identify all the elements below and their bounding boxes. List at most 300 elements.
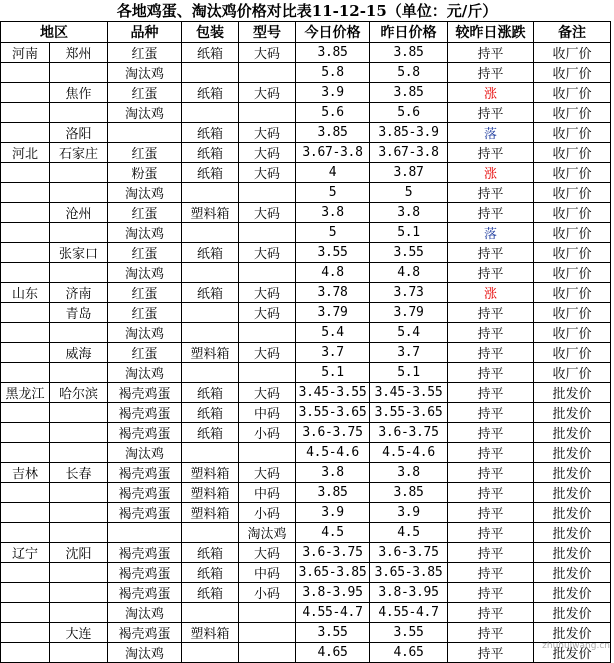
size-cell: 中码 bbox=[239, 403, 296, 423]
today-price-cell: 5 bbox=[296, 223, 370, 243]
yesterday-price-cell: 5 bbox=[370, 183, 448, 203]
yesterday-price-cell: 3.8 bbox=[370, 463, 448, 483]
size-cell: 大码 bbox=[239, 283, 296, 303]
table-row bbox=[1, 323, 611, 343]
table-row bbox=[1, 83, 611, 103]
size-cell: 小码 bbox=[239, 503, 296, 523]
size-cell: 小码 bbox=[239, 423, 296, 443]
note-cell: 收厂价 bbox=[534, 363, 611, 383]
header-note: 备注 bbox=[534, 22, 611, 43]
table-row bbox=[1, 203, 611, 223]
province-cell bbox=[1, 363, 50, 383]
size-cell: 大码 bbox=[239, 163, 296, 183]
watermark: zhuhuiwang.cn bbox=[542, 641, 610, 651]
yesterday-price-cell: 4.5-4.6 bbox=[370, 443, 448, 463]
packaging-cell bbox=[182, 363, 239, 383]
table-row bbox=[1, 103, 611, 123]
variety-cell: 淘汰鸡 bbox=[108, 603, 182, 623]
province-cell bbox=[1, 63, 50, 83]
variety-cell: 褐壳鸡蛋 bbox=[108, 483, 182, 503]
city-cell bbox=[50, 423, 108, 443]
change-cell: 涨 bbox=[448, 283, 534, 303]
variety-cell: 褐壳鸡蛋 bbox=[108, 623, 182, 643]
packaging-cell: 纸箱 bbox=[182, 423, 239, 443]
header-change: 较昨日涨跌 bbox=[448, 22, 534, 43]
city-cell: 哈尔滨 bbox=[50, 383, 108, 403]
today-price-cell: 3.85 bbox=[296, 483, 370, 503]
city-cell bbox=[50, 443, 108, 463]
today-price-cell: 4.55-4.7 bbox=[296, 603, 370, 623]
table-row bbox=[1, 163, 611, 183]
packaging-cell: 纸箱 bbox=[182, 83, 239, 103]
size-cell: 大码 bbox=[239, 463, 296, 483]
city-cell bbox=[50, 323, 108, 343]
today-price-cell: 4 bbox=[296, 163, 370, 183]
change-cell: 落 bbox=[448, 223, 534, 243]
packaging-cell bbox=[182, 643, 239, 663]
size-cell bbox=[239, 223, 296, 243]
yesterday-price-cell: 3.8 bbox=[370, 203, 448, 223]
today-price-cell: 3.78 bbox=[296, 283, 370, 303]
city-cell: 洛阳 bbox=[50, 123, 108, 143]
change-cell: 持平 bbox=[448, 363, 534, 383]
province-cell: 河北 bbox=[1, 143, 50, 163]
change-cell: 持平 bbox=[448, 183, 534, 203]
yesterday-price-cell: 4.8 bbox=[370, 263, 448, 283]
note-cell: 批发价 bbox=[534, 603, 611, 623]
note-cell: 收厂价 bbox=[534, 203, 611, 223]
province-cell bbox=[1, 163, 50, 183]
variety-cell: 褐壳鸡蛋 bbox=[108, 583, 182, 603]
table-row bbox=[1, 583, 611, 603]
city-cell bbox=[50, 183, 108, 203]
packaging-cell bbox=[182, 103, 239, 123]
size-cell bbox=[239, 643, 296, 663]
size-cell: 淘汰鸡 bbox=[239, 523, 296, 543]
packaging-cell bbox=[182, 183, 239, 203]
packaging-cell: 纸箱 bbox=[182, 163, 239, 183]
size-cell bbox=[239, 183, 296, 203]
city-cell bbox=[50, 583, 108, 603]
variety-cell: 淘汰鸡 bbox=[108, 643, 182, 663]
province-cell bbox=[1, 203, 50, 223]
packaging-cell: 纸箱 bbox=[182, 403, 239, 423]
table-row bbox=[1, 503, 611, 523]
city-cell bbox=[50, 483, 108, 503]
packaging-cell: 纸箱 bbox=[182, 283, 239, 303]
variety-cell: 褐壳鸡蛋 bbox=[108, 503, 182, 523]
variety-cell: 淘汰鸡 bbox=[108, 323, 182, 343]
note-cell: 收厂价 bbox=[534, 63, 611, 83]
variety-cell: 红蛋 bbox=[108, 343, 182, 363]
province-cell bbox=[1, 623, 50, 643]
city-cell bbox=[50, 223, 108, 243]
packaging-cell: 纸箱 bbox=[182, 123, 239, 143]
city-cell: 威海 bbox=[50, 343, 108, 363]
province-cell bbox=[1, 83, 50, 103]
table-row bbox=[1, 363, 611, 383]
province-cell: 山东 bbox=[1, 283, 50, 303]
province-cell bbox=[1, 443, 50, 463]
note-cell: 批发价 bbox=[534, 483, 611, 503]
city-cell: 济南 bbox=[50, 283, 108, 303]
today-price-cell: 3.6-3.75 bbox=[296, 543, 370, 563]
today-price-cell: 5.1 bbox=[296, 363, 370, 383]
table-row bbox=[1, 543, 611, 563]
today-price-cell: 3.85 bbox=[296, 123, 370, 143]
city-cell: 石家庄 bbox=[50, 143, 108, 163]
yesterday-price-cell: 5.4 bbox=[370, 323, 448, 343]
yesterday-price-cell: 3.65-3.85 bbox=[370, 563, 448, 583]
variety-cell: 褐壳鸡蛋 bbox=[108, 423, 182, 443]
header-packaging: 包装 bbox=[182, 22, 239, 43]
province-cell: 辽宁 bbox=[1, 543, 50, 563]
variety-cell: 淘汰鸡 bbox=[108, 183, 182, 203]
note-cell: 收厂价 bbox=[534, 183, 611, 203]
change-cell: 持平 bbox=[448, 603, 534, 623]
table-row bbox=[1, 303, 611, 323]
change-cell: 持平 bbox=[448, 303, 534, 323]
today-price-cell: 4.65 bbox=[296, 643, 370, 663]
packaging-cell bbox=[182, 263, 239, 283]
province-cell bbox=[1, 123, 50, 143]
province-cell bbox=[1, 223, 50, 243]
today-price-cell: 4.5 bbox=[296, 523, 370, 543]
size-cell: 大码 bbox=[239, 243, 296, 263]
change-cell: 持平 bbox=[448, 143, 534, 163]
change-cell: 持平 bbox=[448, 323, 534, 343]
note-cell: 收厂价 bbox=[534, 123, 611, 143]
today-price-cell: 3.45-3.55 bbox=[296, 383, 370, 403]
note-cell: 批发价 bbox=[534, 583, 611, 603]
header-yesterday-price: 昨日价格 bbox=[370, 22, 448, 43]
table-row bbox=[1, 403, 611, 423]
yesterday-price-cell: 3.79 bbox=[370, 303, 448, 323]
note-cell: 批发价 bbox=[534, 463, 611, 483]
packaging-cell: 纸箱 bbox=[182, 383, 239, 403]
today-price-cell: 3.85 bbox=[296, 43, 370, 63]
table-row bbox=[1, 263, 611, 283]
today-price-cell: 5.8 bbox=[296, 63, 370, 83]
province-cell bbox=[1, 403, 50, 423]
province-cell bbox=[1, 583, 50, 603]
table-row bbox=[1, 523, 611, 543]
yesterday-price-cell: 3.85 bbox=[370, 483, 448, 503]
table-row bbox=[1, 603, 611, 623]
province-cell bbox=[1, 103, 50, 123]
change-cell: 持平 bbox=[448, 383, 534, 403]
province-cell bbox=[1, 643, 50, 663]
size-cell bbox=[239, 623, 296, 643]
header-region: 地区 bbox=[1, 22, 108, 43]
today-price-cell: 3.6-3.75 bbox=[296, 423, 370, 443]
variety-cell bbox=[108, 123, 182, 143]
change-cell: 持平 bbox=[448, 243, 534, 263]
variety-cell: 褐壳鸡蛋 bbox=[108, 403, 182, 423]
packaging-cell: 纸箱 bbox=[182, 563, 239, 583]
today-price-cell: 3.8 bbox=[296, 463, 370, 483]
variety-cell: 褐壳鸡蛋 bbox=[108, 543, 182, 563]
packaging-cell: 塑料箱 bbox=[182, 463, 239, 483]
variety-cell: 淘汰鸡 bbox=[108, 263, 182, 283]
change-cell: 持平 bbox=[448, 483, 534, 503]
variety-cell: 褐壳鸡蛋 bbox=[108, 563, 182, 583]
change-cell: 持平 bbox=[448, 403, 534, 423]
yesterday-price-cell: 3.9 bbox=[370, 503, 448, 523]
table-row bbox=[1, 443, 611, 463]
packaging-cell: 塑料箱 bbox=[182, 343, 239, 363]
variety-cell: 红蛋 bbox=[108, 83, 182, 103]
city-cell: 焦作 bbox=[50, 83, 108, 103]
table-row bbox=[1, 483, 611, 503]
variety-cell: 淘汰鸡 bbox=[108, 363, 182, 383]
city-cell bbox=[50, 63, 108, 83]
header-variety: 品种 bbox=[108, 22, 182, 43]
variety-cell: 褐壳鸡蛋 bbox=[108, 383, 182, 403]
province-cell bbox=[1, 263, 50, 283]
yesterday-price-cell: 5.1 bbox=[370, 223, 448, 243]
province-cell bbox=[1, 603, 50, 623]
yesterday-price-cell: 3.55 bbox=[370, 243, 448, 263]
yesterday-price-cell: 3.85-3.9 bbox=[370, 123, 448, 143]
table-row bbox=[1, 43, 611, 63]
table-row bbox=[1, 123, 611, 143]
size-cell: 大码 bbox=[239, 383, 296, 403]
packaging-cell: 塑料箱 bbox=[182, 503, 239, 523]
change-cell: 涨 bbox=[448, 83, 534, 103]
note-cell: 收厂价 bbox=[534, 243, 611, 263]
change-cell: 持平 bbox=[448, 623, 534, 643]
change-cell: 持平 bbox=[448, 563, 534, 583]
city-cell: 沈阳 bbox=[50, 543, 108, 563]
note-cell: 批发价 bbox=[534, 563, 611, 583]
province-cell bbox=[1, 523, 50, 543]
table-row bbox=[1, 283, 611, 303]
note-cell: 收厂价 bbox=[534, 263, 611, 283]
today-price-cell: 3.79 bbox=[296, 303, 370, 323]
note-cell: 批发价 bbox=[534, 623, 611, 643]
packaging-cell bbox=[182, 603, 239, 623]
size-cell bbox=[239, 63, 296, 83]
city-cell bbox=[50, 603, 108, 623]
size-cell: 大码 bbox=[239, 543, 296, 563]
today-price-cell: 3.9 bbox=[296, 503, 370, 523]
size-cell: 大码 bbox=[239, 83, 296, 103]
province-cell: 吉林 bbox=[1, 463, 50, 483]
table-row bbox=[1, 383, 611, 403]
yesterday-price-cell: 3.6-3.75 bbox=[370, 543, 448, 563]
packaging-cell bbox=[182, 63, 239, 83]
variety-cell: 红蛋 bbox=[108, 43, 182, 63]
note-cell: 批发价 bbox=[534, 403, 611, 423]
variety-cell: 淘汰鸡 bbox=[108, 103, 182, 123]
yesterday-price-cell: 3.6-3.75 bbox=[370, 423, 448, 443]
change-cell: 涨 bbox=[448, 163, 534, 183]
province-cell bbox=[1, 423, 50, 443]
variety-cell: 淘汰鸡 bbox=[108, 63, 182, 83]
table-title: 各地鸡蛋、淘汰鸡价格对比表11-12-15（单位：元/斤） bbox=[116, 2, 498, 20]
yesterday-price-cell: 3.87 bbox=[370, 163, 448, 183]
size-cell: 大码 bbox=[239, 203, 296, 223]
size-cell bbox=[239, 323, 296, 343]
table-row bbox=[1, 143, 611, 163]
packaging-cell bbox=[182, 223, 239, 243]
yesterday-price-cell: 4.65 bbox=[370, 643, 448, 663]
note-cell: 批发价 bbox=[534, 443, 611, 463]
packaging-cell: 塑料箱 bbox=[182, 203, 239, 223]
table-row bbox=[1, 423, 611, 443]
city-cell: 郑州 bbox=[50, 43, 108, 63]
note-cell: 批发价 bbox=[534, 643, 611, 663]
today-price-cell: 3.65-3.85 bbox=[296, 563, 370, 583]
header-today-price: 今日价格 bbox=[296, 22, 370, 43]
change-cell: 持平 bbox=[448, 423, 534, 443]
packaging-cell: 塑料箱 bbox=[182, 623, 239, 643]
change-cell: 持平 bbox=[448, 643, 534, 663]
table-row bbox=[1, 223, 611, 243]
province-cell bbox=[1, 243, 50, 263]
change-cell: 持平 bbox=[448, 583, 534, 603]
city-cell bbox=[50, 523, 108, 543]
table-row bbox=[1, 343, 611, 363]
today-price-cell: 3.55 bbox=[296, 623, 370, 643]
packaging-cell: 纸箱 bbox=[182, 583, 239, 603]
province-cell: 黑龙江 bbox=[1, 383, 50, 403]
header-size: 型号 bbox=[239, 22, 296, 43]
packaging-cell: 塑料箱 bbox=[182, 483, 239, 503]
city-cell bbox=[50, 363, 108, 383]
today-price-cell: 3.8 bbox=[296, 203, 370, 223]
packaging-cell: 纸箱 bbox=[182, 243, 239, 263]
today-price-cell: 4.5-4.6 bbox=[296, 443, 370, 463]
size-cell: 中码 bbox=[239, 483, 296, 503]
size-cell: 大码 bbox=[239, 43, 296, 63]
variety-cell: 红蛋 bbox=[108, 303, 182, 323]
price-comparison-table bbox=[0, 21, 611, 663]
yesterday-price-cell: 4.5 bbox=[370, 523, 448, 543]
yesterday-price-cell: 3.85 bbox=[370, 83, 448, 103]
table-row bbox=[1, 623, 611, 643]
change-cell: 持平 bbox=[448, 103, 534, 123]
city-cell: 青岛 bbox=[50, 303, 108, 323]
today-price-cell: 3.55 bbox=[296, 243, 370, 263]
variety-cell: 红蛋 bbox=[108, 143, 182, 163]
table-row bbox=[1, 463, 611, 483]
size-cell bbox=[239, 443, 296, 463]
note-cell: 批发价 bbox=[534, 383, 611, 403]
packaging-cell: 纸箱 bbox=[182, 143, 239, 163]
variety-cell: 红蛋 bbox=[108, 243, 182, 263]
variety-cell: 粉蛋 bbox=[108, 163, 182, 183]
change-cell: 持平 bbox=[448, 523, 534, 543]
table-row bbox=[1, 183, 611, 203]
note-cell: 收厂价 bbox=[534, 143, 611, 163]
city-cell: 大连 bbox=[50, 623, 108, 643]
variety-cell: 淘汰鸡 bbox=[108, 223, 182, 243]
packaging-cell bbox=[182, 323, 239, 343]
change-cell: 持平 bbox=[448, 503, 534, 523]
city-cell bbox=[50, 163, 108, 183]
packaging-cell: 纸箱 bbox=[182, 43, 239, 63]
today-price-cell: 3.9 bbox=[296, 83, 370, 103]
variety-cell: 淘汰鸡 bbox=[108, 443, 182, 463]
yesterday-price-cell: 3.73 bbox=[370, 283, 448, 303]
province-cell bbox=[1, 303, 50, 323]
city-cell bbox=[50, 563, 108, 583]
note-cell: 批发价 bbox=[534, 523, 611, 543]
table-row bbox=[1, 63, 611, 83]
province-cell bbox=[1, 563, 50, 583]
yesterday-price-cell: 5.1 bbox=[370, 363, 448, 383]
yesterday-price-cell: 3.85 bbox=[370, 43, 448, 63]
province-cell bbox=[1, 343, 50, 363]
yesterday-price-cell: 3.8-3.95 bbox=[370, 583, 448, 603]
city-cell: 沧州 bbox=[50, 203, 108, 223]
change-cell: 持平 bbox=[448, 343, 534, 363]
change-cell: 持平 bbox=[448, 463, 534, 483]
note-cell: 收厂价 bbox=[534, 43, 611, 63]
note-cell: 批发价 bbox=[534, 543, 611, 563]
table-row bbox=[1, 563, 611, 583]
city-cell bbox=[50, 403, 108, 423]
yesterday-price-cell: 4.55-4.7 bbox=[370, 603, 448, 623]
variety-cell: 红蛋 bbox=[108, 203, 182, 223]
city-cell bbox=[50, 103, 108, 123]
today-price-cell: 4.8 bbox=[296, 263, 370, 283]
size-cell: 小码 bbox=[239, 583, 296, 603]
change-cell: 持平 bbox=[448, 443, 534, 463]
city-cell bbox=[50, 643, 108, 663]
change-cell: 落 bbox=[448, 123, 534, 143]
city-cell: 张家口 bbox=[50, 243, 108, 263]
yesterday-price-cell: 3.45-3.55 bbox=[370, 383, 448, 403]
yesterday-price-cell: 3.67-3.8 bbox=[370, 143, 448, 163]
table-body bbox=[1, 43, 611, 663]
note-cell: 收厂价 bbox=[534, 303, 611, 323]
yesterday-price-cell: 3.7 bbox=[370, 343, 448, 363]
variety-cell: 褐壳鸡蛋 bbox=[108, 463, 182, 483]
note-cell: 收厂价 bbox=[534, 103, 611, 123]
header-row bbox=[1, 22, 611, 43]
size-cell: 大码 bbox=[239, 343, 296, 363]
yesterday-price-cell: 5.6 bbox=[370, 103, 448, 123]
province-cell bbox=[1, 483, 50, 503]
today-price-cell: 3.55-3.65 bbox=[296, 403, 370, 423]
today-price-cell: 5 bbox=[296, 183, 370, 203]
change-cell: 持平 bbox=[448, 203, 534, 223]
province-cell bbox=[1, 323, 50, 343]
change-cell: 持平 bbox=[448, 43, 534, 63]
variety-cell bbox=[108, 523, 182, 543]
yesterday-price-cell: 5.8 bbox=[370, 63, 448, 83]
note-cell: 收厂价 bbox=[534, 323, 611, 343]
yesterday-price-cell: 3.55-3.65 bbox=[370, 403, 448, 423]
province-cell: 河南 bbox=[1, 43, 50, 63]
packaging-cell bbox=[182, 303, 239, 323]
packaging-cell: 纸箱 bbox=[182, 543, 239, 563]
table-row bbox=[1, 643, 611, 663]
today-price-cell: 5.4 bbox=[296, 323, 370, 343]
size-cell bbox=[239, 603, 296, 623]
size-cell: 大码 bbox=[239, 143, 296, 163]
size-cell bbox=[239, 103, 296, 123]
change-cell: 持平 bbox=[448, 63, 534, 83]
city-cell: 长春 bbox=[50, 463, 108, 483]
note-cell: 收厂价 bbox=[534, 343, 611, 363]
size-cell: 大码 bbox=[239, 123, 296, 143]
note-cell: 收厂价 bbox=[534, 163, 611, 183]
packaging-cell bbox=[182, 443, 239, 463]
